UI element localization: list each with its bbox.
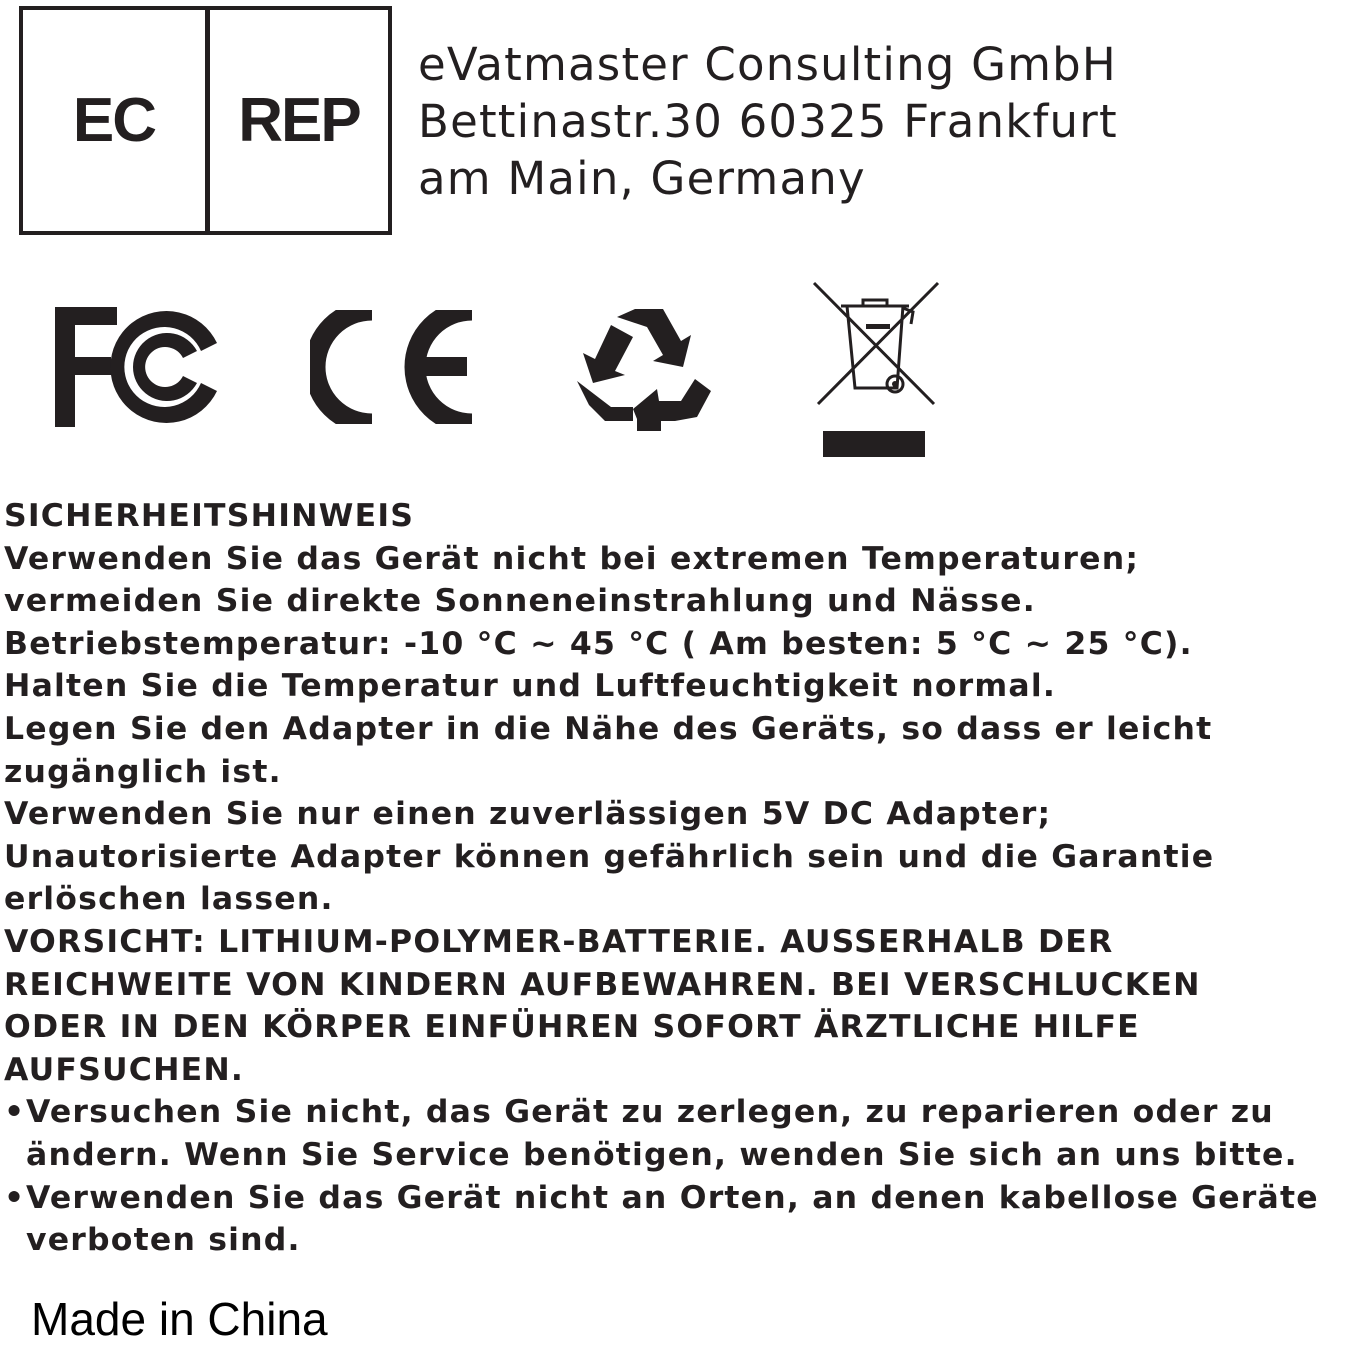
notice-line: Legen Sie den Adapter in die Nähe des Geräts, so dass er leicht: [4, 710, 1213, 747]
notice-line: VORSICHT: LITHIUM-POLYMER-BATTERIE. AUSSERHALB DER: [4, 923, 1114, 960]
notice-line: Verwenden Sie nur einen zuverlässigen 5V DC Adapter;: [4, 796, 1052, 833]
bullet-line: Versuchen Sie nicht, das Gerät zu zerlegen, zu reparieren oder zu: [26, 1094, 1274, 1131]
notice-line: Betriebstemperatur: -10 °C ~ 45 °C ( Am besten: 5 °C ~ 25 °C).: [4, 625, 1193, 662]
notice-line: zugänglich ist.: [4, 753, 282, 790]
bullet-dot: •: [4, 1094, 26, 1131]
address-line-company: eVatmaster Consulting GmbH: [418, 38, 1117, 91]
address-line-street: Bettinastr.30 60325 Frankfurt: [418, 95, 1118, 148]
recycle-icon: [577, 309, 711, 431]
notice-line: ODER IN DEN KÖRPER EINFÜHREN SOFORT ÄRZTLICHE HILFE: [4, 1009, 1140, 1046]
notice-line: AUFSUCHEN.: [4, 1051, 245, 1088]
notice-line: Unautorisierte Adapter können gefährlich sein und die Garantie: [4, 838, 1215, 875]
ec-label: EC: [23, 10, 210, 231]
address-line-city: am Main, Germany: [418, 152, 866, 205]
made-in-label: Made in China: [31, 1293, 328, 1345]
notice-line: vermeiden Sie direkte Sonneneinstrahlung und Nässe.: [4, 583, 1036, 620]
ec-rep-box: [19, 6, 392, 235]
notice-line: REICHWEITE VON KINDERN AUFBEWAHREN. BEI VERSCHLUCKEN: [4, 966, 1201, 1003]
representative-address: [418, 36, 1118, 207]
crossed-bin-icon: [811, 280, 941, 460]
notice-line: erlöschen lassen.: [4, 881, 334, 918]
bullet-item: [4, 1177, 1349, 1262]
safety-notice: [4, 495, 1349, 1262]
notice-line: Halten Sie die Temperatur und Luftfeuchtigkeit normal.: [4, 668, 1057, 705]
fcc-mark-icon: [55, 307, 221, 427]
bullet-line: Verwenden Sie das Gerät nicht an Orten, an denen kabellose Geräte: [26, 1179, 1319, 1216]
bullet-dot: •: [4, 1179, 26, 1216]
rep-label: REP: [238, 86, 360, 155]
bullet-line: ändern. Wenn Sie Service benötigen, wenden Sie sich an uns bitte.: [26, 1136, 1298, 1173]
ce-mark-icon: [310, 310, 472, 424]
bullet-item: [4, 1091, 1349, 1176]
bullet-line: verboten sind.: [26, 1222, 301, 1259]
notice-heading: SICHERHEITSHINWEIS: [4, 498, 415, 534]
notice-line: Verwenden Sie das Gerät nicht bei extremen Temperaturen;: [4, 540, 1140, 577]
